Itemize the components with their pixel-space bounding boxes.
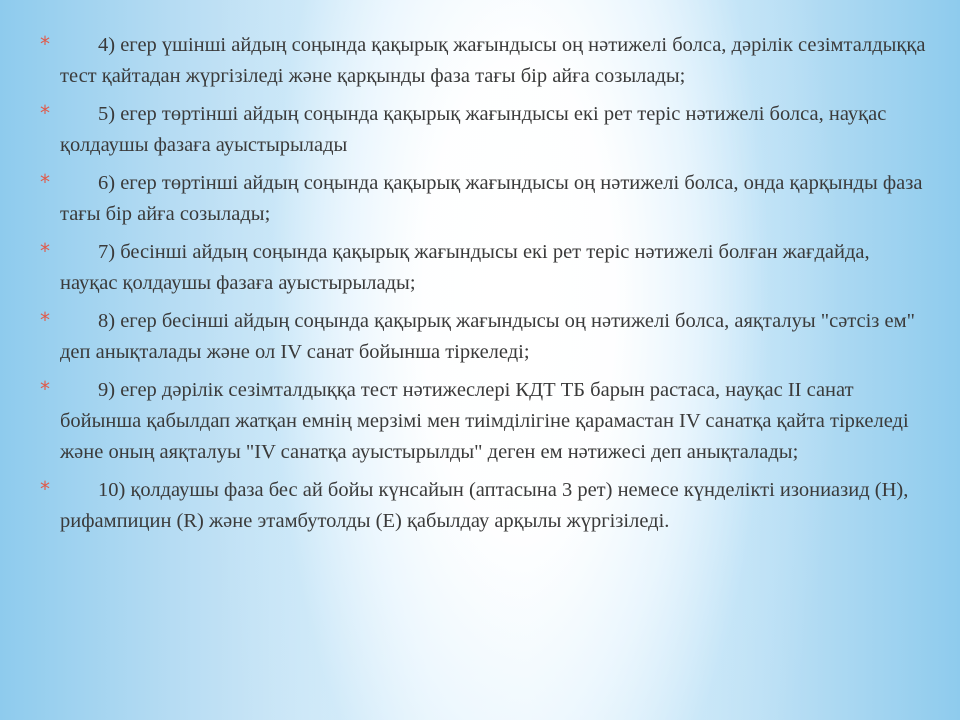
asterisk-bullet-icon: * [40, 170, 50, 194]
bullet-list [40, 30, 930, 544]
list-item-text: 5) егер төртінші айдың соңында қақырық жағындысы екі рет теріс нәтижелі болса, науқас қолдаушы фазаға ауыстырылады [60, 103, 887, 156]
asterisk-bullet-icon: * [40, 32, 50, 56]
asterisk-bullet-icon: * [40, 477, 50, 501]
list-item [40, 306, 930, 368]
list-item [40, 30, 930, 92]
list-item-text: 6) егер төртінші айдың соңында қақырық жағындысы оң нәтижелі болса, онда қарқынды фаза тағы бір айға созылады; [60, 172, 923, 225]
list-item-text: 7) бесінші айдың соңында қақырық жағындысы екі рет теріс нәтижелі болған жағдайда, науқас қолдаушы фазаға ауыстырылады; [60, 241, 870, 294]
list-item-text: 8) егер бесінші айдың соңында қақырық жағындысы оң нәтижелі болса, аяқталуы "сәтсіз ем" деп анықталады және ол IV санат бойынша тіркеледі; [60, 310, 915, 363]
list-item [40, 99, 930, 161]
asterisk-bullet-icon: * [40, 101, 50, 125]
list-item [40, 475, 930, 537]
list-item [40, 237, 930, 299]
list-item-text: 10) қолдаушы фаза бес ай бойы күнсайын (аптасына 3 рет) немесе күнделікті изониазид (Н), рифампицин (R) және этамбутолды (Е) қабылдау арқылы жүргізіледі. [60, 479, 909, 532]
asterisk-bullet-icon: * [40, 377, 50, 401]
list-item-text: 9) егер дәрілік сезімталдыққа тест нәтижeслері КДТ ТБ барын растаса, науқас II санат бойынша қабылдап жатқан емнің мерзімі мен тиімділігіне қарамастан IV санатқа қайта тіркеледі және оның аяқталуы "IV санатқа ауыстырылды" деген ем нәтижесі деп анықталады; [60, 379, 909, 463]
asterisk-bullet-icon: * [40, 308, 50, 332]
list-item-text: 4) егер үшінші айдың соңында қақырық жағындысы оң нәтижелі болса, дәрілік сезімталдыққа тест қайтадан жүргізіледі және қарқынды фаза тағы бір айға созылады; [60, 34, 926, 87]
list-item [40, 168, 930, 230]
list-item [40, 375, 930, 468]
asterisk-bullet-icon: * [40, 239, 50, 263]
